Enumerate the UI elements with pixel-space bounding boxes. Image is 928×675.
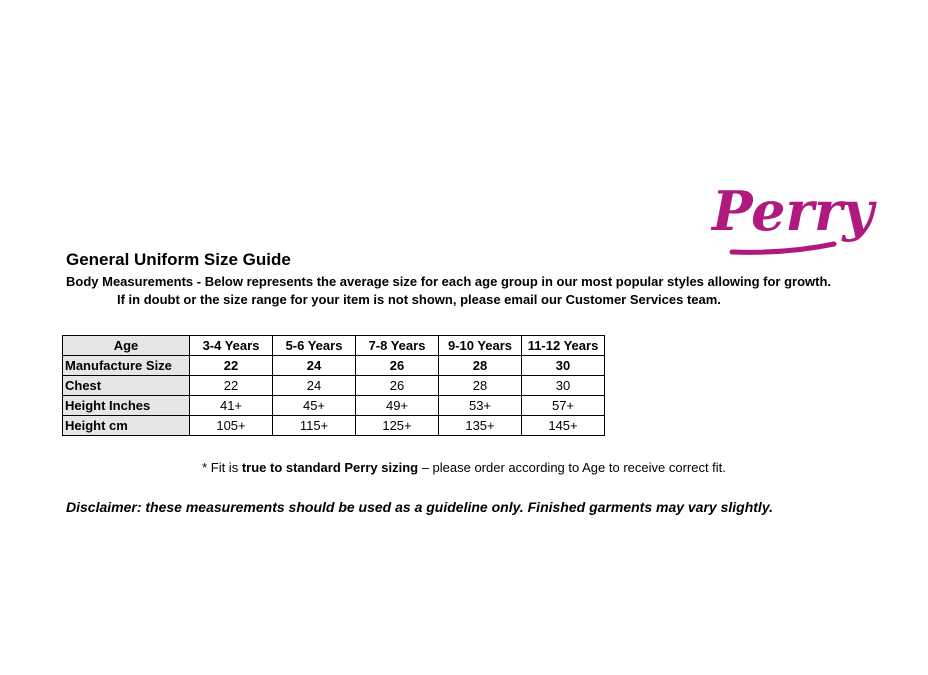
table-cell: 28 (439, 356, 522, 376)
disclaimer: Disclaimer: these measurements should be used as a guideline only. Finished garments may vary slightly. (66, 499, 773, 515)
row-label: Height cm (63, 416, 190, 436)
perry-logo-mark (706, 168, 874, 260)
table-cell: 30 (522, 376, 605, 396)
perry-logo (706, 168, 874, 260)
fit-note-prefix: * Fit is (202, 460, 242, 475)
table-cell: 57+ (522, 396, 605, 416)
table-cell: 53+ (439, 396, 522, 416)
table-cell: 26 (356, 376, 439, 396)
table-cell: 26 (356, 356, 439, 376)
table-cell: 22 (190, 356, 273, 376)
table-cell: 24 (273, 356, 356, 376)
intro-line-1: Body Measurements - Below represents the average size for each age group in our most popular styles allowing for growth. (66, 274, 832, 289)
table-row-manufacture-size (63, 356, 605, 376)
table-cell: 28 (439, 376, 522, 396)
size-table (62, 335, 605, 436)
table-cell: 30 (522, 356, 605, 376)
header-age: Age (63, 336, 190, 356)
header-col-2: 5-6 Years (273, 336, 356, 356)
table-cell: 135+ (439, 416, 522, 436)
table-cell: 22 (190, 376, 273, 396)
fit-note (0, 460, 928, 475)
intro-line-2: If in doubt or the size range for your item is not shown, please email our Customer Services team. (117, 292, 721, 307)
table-row-height-cm (63, 416, 605, 436)
logo-wordmark: Perry (712, 179, 874, 243)
table-cell: 41+ (190, 396, 273, 416)
fit-note-suffix: – please order according to Age to receive correct fit. (418, 460, 726, 475)
table-cell: 24 (273, 376, 356, 396)
header-col-4: 9-10 Years (439, 336, 522, 356)
table-header-row (63, 336, 605, 356)
row-label: Manufacture Size (63, 356, 190, 376)
table-cell: 145+ (522, 416, 605, 436)
row-label: Height Inches (63, 396, 190, 416)
table-cell: 45+ (273, 396, 356, 416)
logo-swash (732, 244, 834, 252)
table-row-chest (63, 376, 605, 396)
table-cell: 105+ (190, 416, 273, 436)
page-title: General Uniform Size Guide (66, 250, 291, 269)
header-col-3: 7-8 Years (356, 336, 439, 356)
table-row-height-inches (63, 396, 605, 416)
table-cell: 125+ (356, 416, 439, 436)
fit-note-emphasis: true to standard Perry sizing (241, 460, 419, 475)
table-cell: 115+ (273, 416, 356, 436)
table-cell: 49+ (356, 396, 439, 416)
row-label: Chest (63, 376, 190, 396)
header-col-1: 3-4 Years (190, 336, 273, 356)
header-col-5: 11-12 Years (522, 336, 605, 356)
